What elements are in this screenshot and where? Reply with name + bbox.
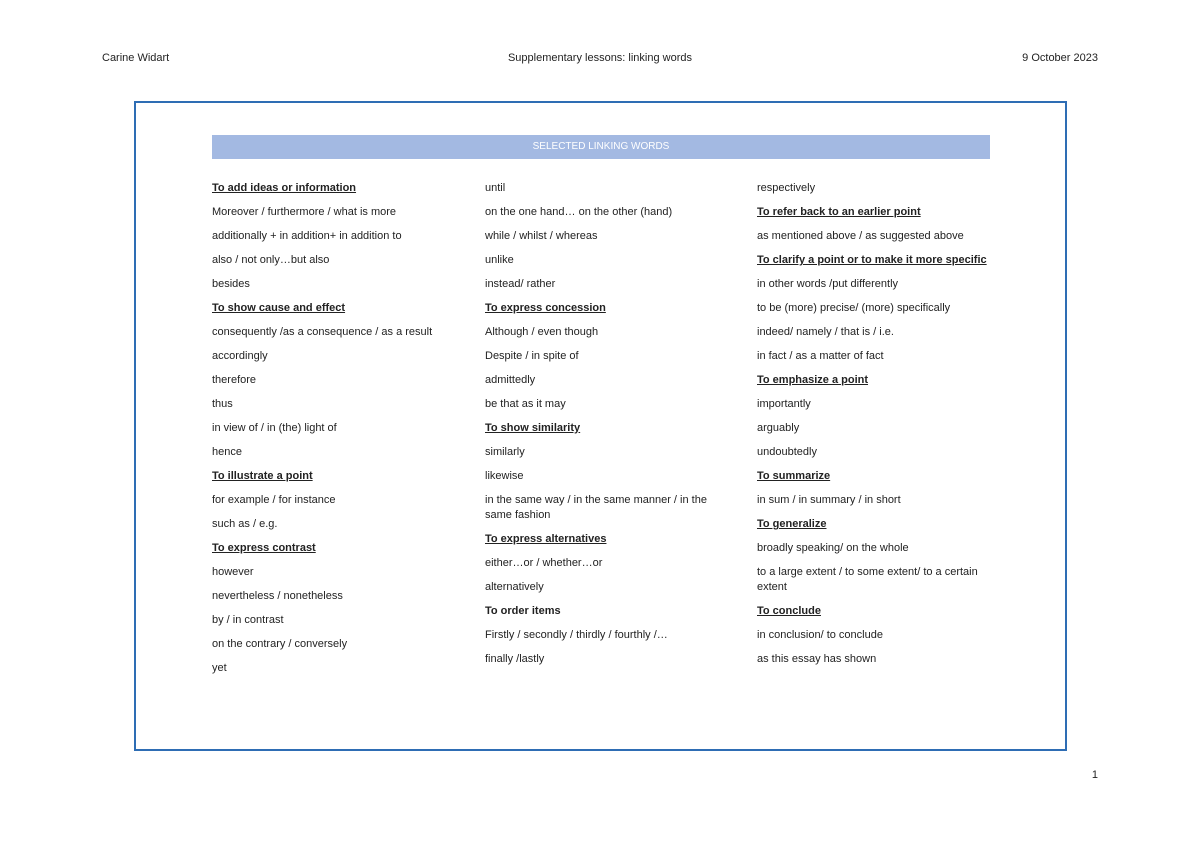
linking-phrase: to a large extent / to some extent/ to a certain extent — [757, 566, 978, 593]
category-heading: To add ideas or information — [212, 182, 357, 194]
category-heading: To emphasize a point — [757, 374, 869, 386]
page-number: 1 — [1091, 769, 1098, 781]
linking-phrase: yet — [212, 662, 227, 674]
linking-phrase: on the one hand… on the other (hand) — [485, 206, 673, 218]
linking-phrase: accordingly — [212, 350, 268, 362]
linking-phrase: in sum / in summary / in short — [757, 494, 901, 506]
linking-phrase: broadly speaking/ on the whole — [757, 542, 909, 554]
linking-phrase: Although / even though — [485, 326, 599, 338]
header-title: Supplementary lessons: linking words — [507, 52, 693, 64]
category-heading: To illustrate a point — [212, 470, 313, 482]
linking-phrase: consequently /as a consequence / as a result — [212, 326, 433, 338]
linking-phrase: in view of / in (the) light of — [212, 422, 337, 434]
linking-phrase: Despite / in spite of — [485, 350, 579, 362]
linking-phrase: besides — [212, 278, 250, 290]
linking-phrase: indeed/ namely / that is / i.e. — [757, 326, 894, 338]
linking-phrase: importantly — [757, 398, 811, 410]
category-heading: To clarify a point or to make it more specific — [757, 254, 987, 266]
linking-phrase: also / not only…but also — [212, 254, 330, 266]
linking-phrase: hence — [212, 446, 242, 458]
linking-phrase: until — [485, 182, 506, 194]
category-heading: To generalize — [757, 518, 827, 530]
linking-phrase: respectively — [757, 182, 816, 194]
linking-phrase: to be (more) precise/ (more) specifically — [757, 302, 951, 314]
header-author: Carine Widart — [102, 52, 170, 64]
linking-phrase: in fact / as a matter of fact — [757, 350, 884, 362]
table-title: SELECTED LINKING WORDS — [212, 135, 990, 159]
linking-phrase: as mentioned above / as suggested above — [757, 230, 964, 242]
column-2 — [485, 181, 725, 676]
linking-phrase: by / in contrast — [212, 614, 284, 626]
category-heading: To refer back to an earlier point — [757, 206, 921, 218]
linking-phrase: in conclusion/ to conclude — [757, 629, 883, 641]
linking-phrase: finally /lastly — [485, 653, 545, 665]
category-heading: To show similarity — [485, 422, 581, 434]
linking-phrase: Moreover / furthermore / what is more — [212, 206, 397, 218]
linking-phrase: nevertheless / nonetheless — [212, 590, 343, 602]
linking-phrase: similarly — [485, 446, 525, 458]
linking-phrase: likewise — [485, 470, 524, 482]
linking-phrase: Firstly / secondly / thirdly / fourthly /… — [485, 629, 668, 641]
category-heading: To summarize — [757, 470, 831, 482]
linking-phrase: therefore — [212, 374, 257, 386]
linking-phrase: alternatively — [485, 581, 544, 593]
linking-phrase: instead/ rather — [485, 278, 556, 290]
linking-phrase: for example / for instance — [212, 494, 336, 506]
linking-phrase: however — [212, 566, 254, 578]
linking-phrase: additionally + in addition+ in addition to — [212, 230, 402, 242]
linking-words-frame — [134, 101, 1067, 751]
linking-phrase: as this essay has shown — [757, 653, 877, 665]
category-heading: To order items — [485, 605, 561, 617]
linking-phrase: in other words /put differently — [757, 278, 899, 290]
category-heading: To express alternatives — [485, 533, 607, 545]
linking-phrase: on the contrary / conversely — [212, 638, 348, 650]
column-1 — [212, 181, 452, 685]
linking-phrase: either…or / whether…or — [485, 557, 603, 569]
linking-phrase: undoubtedly — [757, 446, 817, 458]
linking-phrase: be that as it may — [485, 398, 566, 410]
linking-phrase: in the same way / in the same manner / in the same fashion — [485, 494, 707, 521]
category-heading: To show cause and effect — [212, 302, 346, 314]
linking-phrase: unlike — [485, 254, 514, 266]
header-date: 9 October 2023 — [1022, 52, 1098, 64]
linking-phrase: admittedly — [485, 374, 536, 386]
category-heading: To express concession — [485, 302, 606, 314]
category-heading: To conclude — [757, 605, 821, 617]
linking-phrase: thus — [212, 398, 233, 410]
linking-phrase: such as / e.g. — [212, 518, 278, 530]
linking-phrase: arguably — [757, 422, 800, 434]
linking-phrase: while / whilst / whereas — [485, 230, 598, 242]
column-3 — [757, 181, 997, 676]
category-heading: To express contrast — [212, 542, 316, 554]
